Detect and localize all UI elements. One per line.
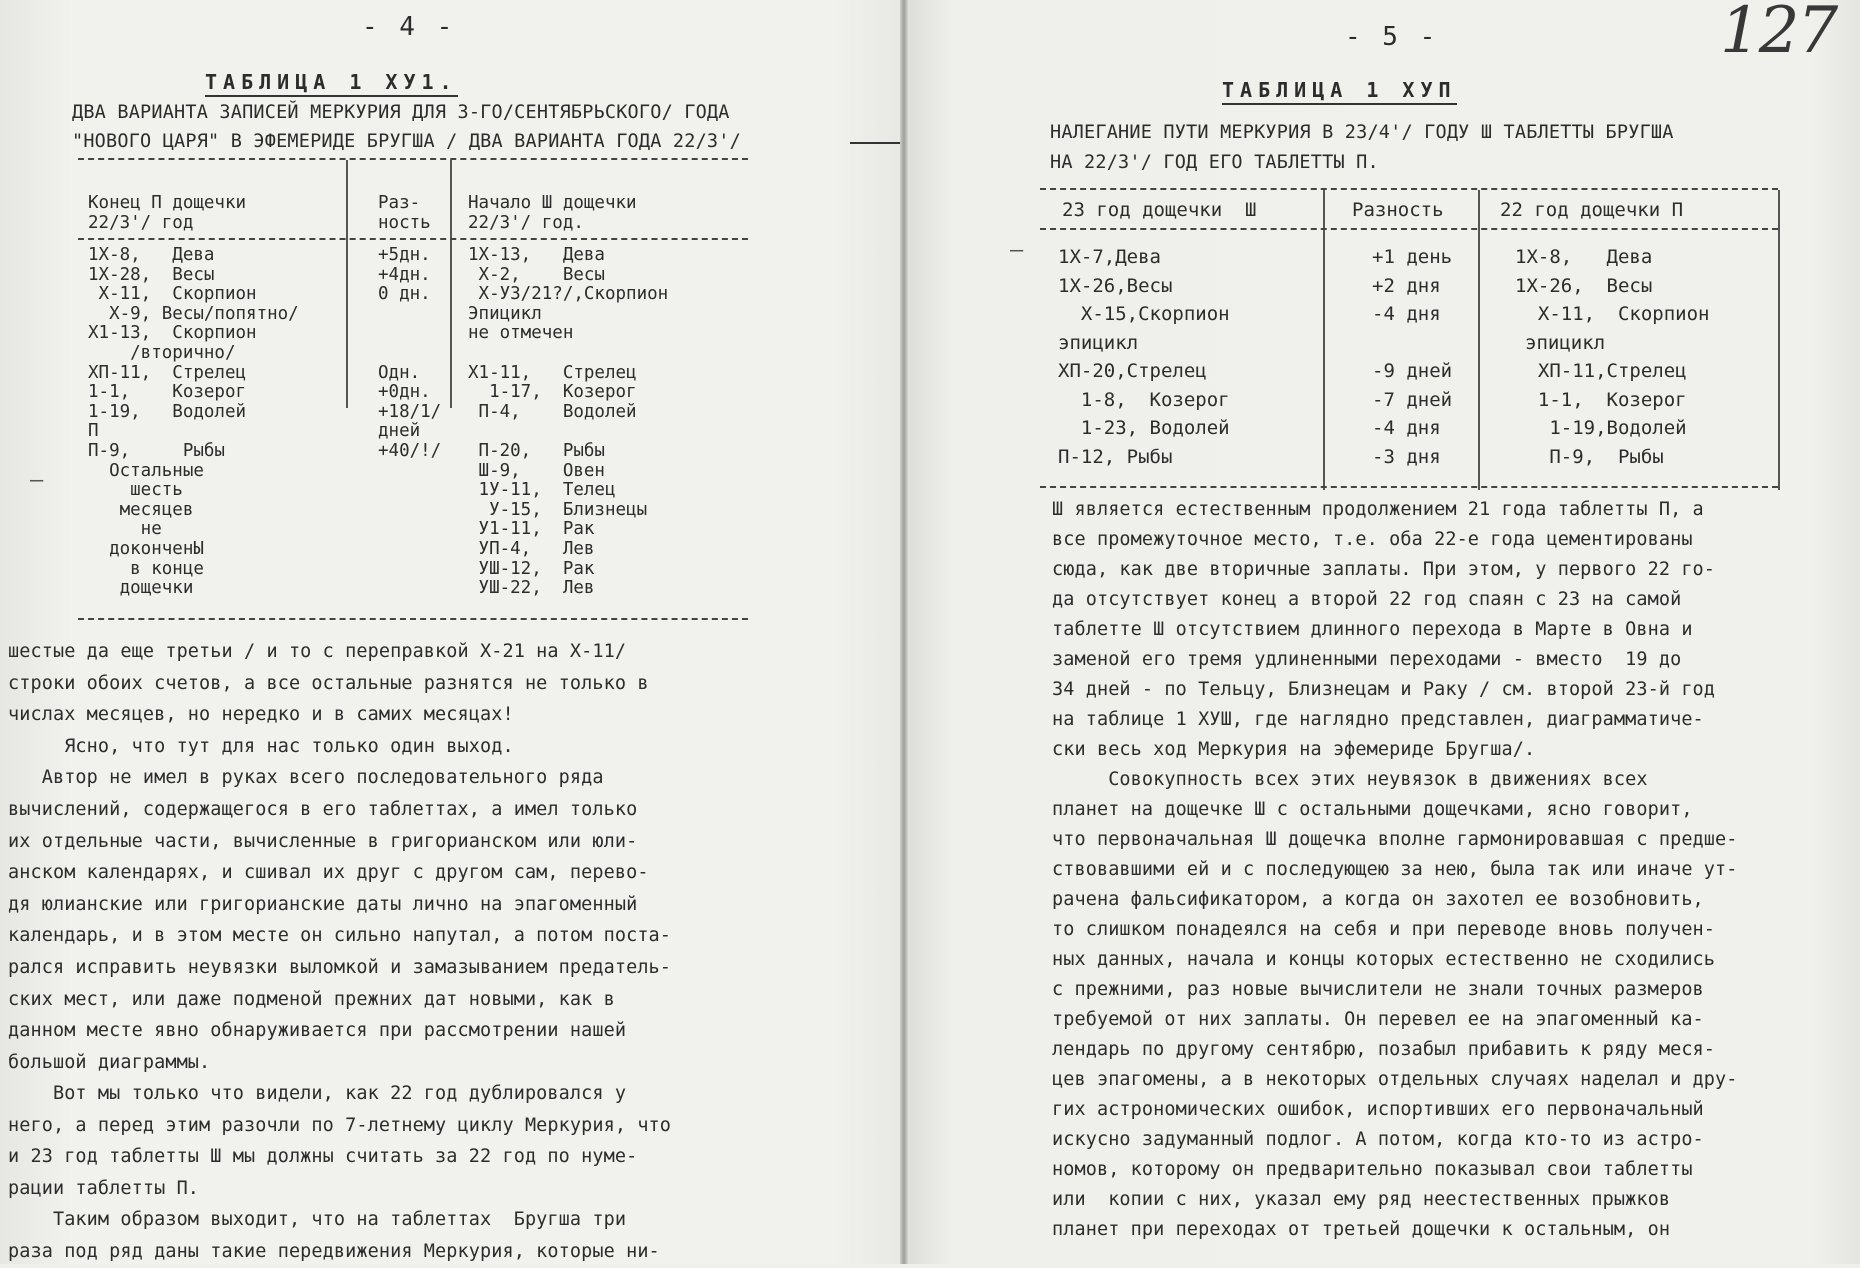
text-line: все промежуточное место, т.е. оба 22-е года цементированы bbox=[1052, 529, 1693, 550]
text-line: строки обоих счетов, а все остальные разнятся не только в bbox=[8, 673, 649, 694]
text-line: ски весь ход Меркурия на эфемериде Бругша/. bbox=[1052, 739, 1536, 760]
table-left-col2-body: +5дн. +4дн. 0 дн. Одн. +0дн. +18/1/ дней +40/!/ bbox=[378, 245, 442, 461]
text-line: Вот мы только что видели, как 22 год дублировался у bbox=[8, 1083, 627, 1104]
text-line: Ясно, что тут для нас только один выход. bbox=[8, 736, 514, 757]
folio-number: 127 bbox=[1720, 0, 1837, 68]
table-cell: -4 дня bbox=[1372, 417, 1441, 439]
text-line: вычислений, содержащегося в его таблеттах, а имел только bbox=[8, 799, 638, 820]
page-number-left: - 4 - bbox=[362, 12, 456, 42]
table-cell: 1Х-26,Весы bbox=[1058, 275, 1173, 297]
text-line: искусно задуманный подлог. А потом, когда кто-то из астро- bbox=[1052, 1129, 1704, 1150]
text-line: гих астрономических ошибок, испортивших его первоначальный bbox=[1052, 1099, 1704, 1120]
table-heading-left-1: ДВА ВАРИАНТА ЗАПИСЕЙ МЕРКУРИЯ ДЛЯ 3-ГО/СЕНТЯБРЬСКОГО/ ГОДА bbox=[72, 102, 730, 123]
table-right-border bbox=[1778, 190, 1780, 490]
text-line: номов, которому он предварительно показывал свои таблетты bbox=[1052, 1159, 1693, 1180]
text-line: таблетте Ш отсутствием длинного перехода в Марте в Овна и bbox=[1052, 619, 1693, 640]
table-cell: ХП-20,Стрелец bbox=[1058, 360, 1207, 382]
table-col-divider-2 bbox=[450, 160, 452, 408]
table-title-right: ТАБЛИЦА 1 ХУП bbox=[1222, 78, 1457, 102]
text-line: Совокупность всех этих неувязок в движениях всех bbox=[1052, 769, 1648, 790]
table-right-rule-top bbox=[1040, 188, 1778, 190]
text-line: дя юлианские или григорианские даты лично на эпагоменный bbox=[8, 894, 638, 915]
table-cell: -4 дня bbox=[1372, 303, 1441, 325]
table-left-col1-body: 1Х-8, Дева 1Х-28, Весы Х-11, Скорпион Х-9, Весы/попятно/ Х1-13, Скорпион /вторично/ ХП-11, Стрелец 1-1, Козерог 1-19, Водолей П П-9, Рыбы Остальные шесть месяцев не доконченЫ в конце дощечки bbox=[88, 245, 299, 599]
text-line: цев эпагомены, а в некоторых отдельных случаях наделал и дру- bbox=[1052, 1069, 1738, 1090]
table-left-col2-header: Раз- ность bbox=[378, 193, 431, 233]
margin-mark-right: — bbox=[1010, 238, 1024, 263]
table-rule-header bbox=[78, 238, 748, 240]
table-cell: П-12, Рыбы bbox=[1058, 446, 1173, 468]
text-line: и 23 год таблетты Ш мы должны считать за 22 год по нуме- bbox=[8, 1146, 638, 1167]
text-line: числах месяцев, но нередко и в самих месяцах! bbox=[8, 704, 514, 725]
table-right-rule-header bbox=[1040, 228, 1778, 230]
text-line: сюда, как две вторичные заплаты. При этом, у первого 22 го- bbox=[1052, 559, 1716, 580]
text-line: на таблице 1 ХУШ, где наглядно представлен, диаграмматиче- bbox=[1052, 709, 1704, 730]
table-heading-right-2: НА 22/3'/ ГОД ЕГО ТАБЛЕТТЫ П. bbox=[1050, 152, 1379, 173]
text-line: календарь, и в этом месте он сильно напутал, а потом поста- bbox=[8, 925, 672, 946]
text-line: Ш является естественным продолжением 21 года таблетты П, а bbox=[1052, 499, 1704, 520]
table-header-col1: 23 год дощечки Ш bbox=[1062, 199, 1257, 221]
text-line: или копии с них, указал ему ряд неестественных прыжков bbox=[1052, 1189, 1671, 1210]
text-line: него, а перед этим разочли по 7-летнему циклу Меркурия, что bbox=[8, 1115, 672, 1136]
text-line: планет при переходах от третьей дощечки к остальным, он bbox=[1052, 1219, 1671, 1240]
text-line: 34 дней - по Тельцу, Близнецам и Раку / см. второй 23-й год bbox=[1052, 679, 1716, 700]
table-cell: Х-11, Скорпион bbox=[1515, 303, 1710, 325]
margin-mark: — bbox=[30, 468, 44, 493]
page-number-right: - 5 - bbox=[1345, 22, 1439, 52]
table-left-col3-header: Начало Ш дощечки 22/3'/ год. bbox=[468, 193, 637, 233]
text-line: рации таблетты П. bbox=[8, 1178, 200, 1199]
text-line: Таким образом выходит, что на таблеттах Бругша три bbox=[8, 1209, 627, 1230]
text-line: шестые да еще третьи / и то с переправкой Х-21 на Х-11/ bbox=[8, 641, 627, 662]
table-cell: +1 день bbox=[1372, 246, 1453, 268]
text-line: ствовавшими ей и с последующею за нею, была так или иначе ут- bbox=[1052, 859, 1738, 880]
text-line: требуемой от них заплаты. Он перевел ее на эпагоменный ка- bbox=[1052, 1009, 1704, 1030]
table-cell: 1-8, Козерог bbox=[1058, 389, 1230, 411]
table-cell: эпицикл bbox=[1525, 332, 1606, 354]
table-header-col2: Разность bbox=[1352, 199, 1444, 221]
table-cell: -9 дней bbox=[1372, 360, 1453, 382]
text-line: анском календарях, и сшивал их друг с другом сам, перево- bbox=[8, 862, 649, 883]
table-cell: +2 дня bbox=[1372, 275, 1441, 297]
table-heading-left-2: "НОВОГО ЦАРЯ" В ЭФЕМЕРИДЕ БРУГША / ДВА ВАРИАНТА ГОДА 22/3'/ bbox=[72, 131, 741, 152]
table-cell: 1-1, Козерог bbox=[1515, 389, 1687, 411]
table-cell: Х-15,Скорпион bbox=[1058, 303, 1230, 325]
book-spine bbox=[900, 0, 908, 1264]
table-title-left: ТАБЛИЦА 1 ХУ1. bbox=[205, 70, 458, 94]
text-line: рачена фальсификатором, а когда он захотел ее возобновить, bbox=[1052, 889, 1704, 910]
table-rule-bottom bbox=[78, 618, 748, 620]
table-left-col1-header: Конец П дощечки 22/3'/ год bbox=[88, 193, 247, 233]
text-line: ных данных, начала и концы которых естественно не сходились bbox=[1052, 949, 1716, 970]
table-cell: 1-19,Водолей bbox=[1515, 417, 1687, 439]
table-heading-right-1: НАЛЕГАНИЕ ПУТИ МЕРКУРИЯ В 23/4'/ ГОДУ Ш ТАБЛЕТТЫ БРУГША bbox=[1050, 122, 1674, 143]
table-cell: 1-23, Водолей bbox=[1058, 417, 1230, 439]
text-line: рался исправить неувязки выломкой и замазыванием предатель- bbox=[8, 957, 672, 978]
text-line: данном месте явно обнаруживается при рассмотрении нашей bbox=[8, 1020, 627, 1041]
table-cell: П-9, Рыбы bbox=[1515, 446, 1664, 468]
table-col-divider-1 bbox=[346, 160, 348, 408]
text-line: большой диаграммы. bbox=[8, 1052, 211, 1073]
text-line: их отдельные части, вычисленные в григорианском или юли- bbox=[8, 831, 638, 852]
table-right-col-divider-2 bbox=[1478, 190, 1480, 490]
text-line: Автор не имел в руках всего последовательного ряда bbox=[8, 767, 604, 788]
table-header-col3: 22 год дощечки П bbox=[1500, 199, 1684, 221]
margin-rule bbox=[850, 142, 900, 144]
table-cell: -7 дней bbox=[1372, 389, 1453, 411]
text-line: с прежними, раз новые вычислители не знали точных размеров bbox=[1052, 979, 1704, 1000]
text-line: то слишком понадеялся на себя и при переводе вновь получен- bbox=[1052, 919, 1716, 940]
table-rule-top bbox=[78, 158, 748, 160]
text-line: планет на дощечке Ш с остальными дощечками, ясно говорит, bbox=[1052, 799, 1693, 820]
text-line: да отсутствует конец а второй 22 год спаян с 23 на самой bbox=[1052, 589, 1682, 610]
table-cell: эпицикл bbox=[1058, 332, 1139, 354]
text-line: заменой его тремя удлиненными переходами - вместо 19 до bbox=[1052, 649, 1682, 670]
text-line: лендарь по другому сентябрю, позабыл прибавить к ряду меся- bbox=[1052, 1039, 1716, 1060]
text-line: ских мест, или даже подменой прежних дат новыми, как в bbox=[8, 989, 615, 1010]
table-cell: -3 дня bbox=[1372, 446, 1441, 468]
table-right-rule-bottom bbox=[1040, 486, 1778, 488]
table-cell: 1Х-7,Дева bbox=[1058, 246, 1161, 268]
table-cell: 1Х-8, Дева bbox=[1515, 246, 1653, 268]
text-line: раза под ряд даны такие передвижения Меркурия, которые ни- bbox=[8, 1241, 660, 1262]
table-left-col3-body: 1Х-13, Дева Х-2, Весы Х-УЗ/21?/,Скорпион Эпицикл не отмечен Х1-11, Стрелец 1-17, Козерог П-4, Водолей П-20, Рыбы Ш-9, Овен 1У-11, Телец У-15, Близнецы У1-11, Рак УП-4, Лев УШ-12, Рак УШ-22, Лев bbox=[468, 245, 669, 599]
table-cell: ХП-11,Стрелец bbox=[1515, 360, 1687, 382]
table-right-col-divider-1 bbox=[1323, 190, 1325, 490]
table-cell: 1Х-26, Весы bbox=[1515, 275, 1653, 297]
text-line: что первоначальная Ш дощечка вполне гармонировавшая с предше- bbox=[1052, 829, 1738, 850]
